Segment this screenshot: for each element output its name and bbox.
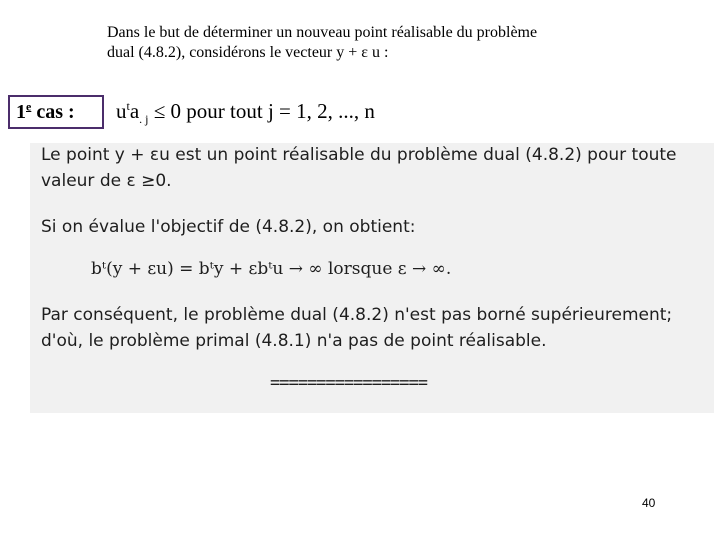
case-condition: [116, 98, 375, 127]
scan-line-1: Le point y + εu est un point réalisable du problème dual (4.8.2) pour toute: [41, 145, 677, 165]
condition-a: a: [129, 99, 140, 123]
scan-line-2: valeur de ε ≥0.: [41, 171, 172, 191]
condition-index: . j: [139, 112, 149, 127]
scan-line-6: d'où, le problème primal (4.8.1) n'a pas de point réalisable.: [41, 331, 547, 351]
page-number: 40: [642, 496, 656, 510]
scan-line-3: Si on évalue l'objectif de (4.8.2), on obtient:: [41, 217, 416, 237]
intro-text: [107, 23, 667, 63]
condition-u: u: [116, 99, 127, 123]
scan-separator: =================: [270, 373, 427, 393]
intro-line-2: dual (4.8.2), considérons le vecteur y + ε u :: [107, 44, 389, 61]
scan-line-5: Par conséquent, le problème dual (4.8.2) n'est pas borné supérieurement;: [41, 305, 673, 325]
case-label-box: [8, 95, 104, 129]
scan-formula: bᵗ(y + εu) = bᵗy + εbᵗu → ∞ lorsque ε → ∞.: [91, 259, 452, 279]
intro-line-1: Dans le but de déterminer un nouveau point réalisable du problème: [107, 24, 538, 41]
case-ordinal: e: [26, 99, 32, 114]
condition-transpose: t: [126, 99, 130, 113]
case-label: cas :: [31, 101, 75, 123]
condition-text: ≤ 0 pour tout j = 1, 2, ..., n: [148, 99, 375, 123]
scanned-excerpt: [30, 143, 714, 413]
case-number: 1: [16, 101, 26, 123]
